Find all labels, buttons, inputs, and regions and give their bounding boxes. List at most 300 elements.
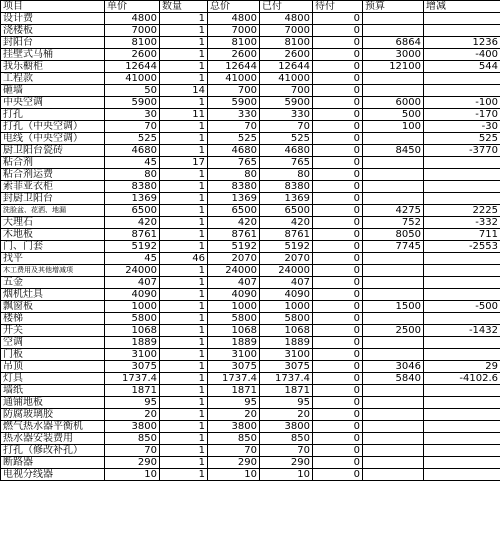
cell-difference[interactable]: [424, 277, 500, 289]
cell-unit-price[interactable]: 8100: [105, 37, 160, 49]
cell-item[interactable]: 找平: [1, 253, 105, 265]
cell-difference[interactable]: -1432: [424, 325, 500, 337]
cell-unit-price[interactable]: 4680: [105, 145, 160, 157]
cell-pending[interactable]: 0: [313, 109, 363, 121]
cell-total[interactable]: 2070: [208, 253, 260, 265]
cell-budget[interactable]: [363, 157, 424, 169]
cell-total[interactable]: 5192: [208, 241, 260, 253]
cell-paid[interactable]: 70: [260, 445, 313, 457]
cell-budget[interactable]: [363, 277, 424, 289]
header-cell-pending[interactable]: 待付: [313, 1, 363, 13]
cell-total[interactable]: 24000: [208, 265, 260, 277]
cell-budget[interactable]: [363, 13, 424, 25]
cell-total[interactable]: 525: [208, 133, 260, 145]
cell-quantity[interactable]: 1: [160, 241, 208, 253]
cell-budget[interactable]: [363, 25, 424, 37]
cell-paid[interactable]: 1889: [260, 337, 313, 349]
cell-budget[interactable]: [363, 421, 424, 433]
cell-unit-price[interactable]: 5192: [105, 241, 160, 253]
cell-paid[interactable]: 1369: [260, 193, 313, 205]
cell-difference[interactable]: -500: [424, 301, 500, 313]
cell-pending[interactable]: 0: [313, 121, 363, 133]
cell-budget[interactable]: 100: [363, 121, 424, 133]
cell-paid[interactable]: 12644: [260, 61, 313, 73]
cell-budget[interactable]: [363, 253, 424, 265]
cell-total[interactable]: 10: [208, 469, 260, 481]
cell-difference[interactable]: 2225: [424, 205, 500, 217]
cell-budget[interactable]: [363, 469, 424, 481]
cell-budget[interactable]: 4275: [363, 205, 424, 217]
cell-paid[interactable]: 765: [260, 157, 313, 169]
cell-unit-price[interactable]: 1737.4: [105, 373, 160, 385]
cell-unit-price[interactable]: 850: [105, 433, 160, 445]
cell-total[interactable]: 290: [208, 457, 260, 469]
cell-quantity[interactable]: 1: [160, 409, 208, 421]
cell-total[interactable]: 4800: [208, 13, 260, 25]
cell-unit-price[interactable]: 7000: [105, 25, 160, 37]
cell-paid[interactable]: 407: [260, 277, 313, 289]
cell-total[interactable]: 1068: [208, 325, 260, 337]
cell-paid[interactable]: 2070: [260, 253, 313, 265]
cell-paid[interactable]: 80: [260, 169, 313, 181]
cell-quantity[interactable]: 11: [160, 109, 208, 121]
cell-total[interactable]: 3100: [208, 349, 260, 361]
cell-pending[interactable]: 0: [313, 253, 363, 265]
cell-paid[interactable]: 5900: [260, 97, 313, 109]
cell-difference[interactable]: -400: [424, 49, 500, 61]
cell-total[interactable]: 95: [208, 397, 260, 409]
cell-paid[interactable]: 5800: [260, 313, 313, 325]
cell-item[interactable]: 设计费: [1, 13, 105, 25]
cell-unit-price[interactable]: 70: [105, 121, 160, 133]
cell-difference[interactable]: [424, 457, 500, 469]
cell-budget[interactable]: [363, 85, 424, 97]
cell-quantity[interactable]: 1: [160, 205, 208, 217]
cell-pending[interactable]: 0: [313, 193, 363, 205]
cell-paid[interactable]: 290: [260, 457, 313, 469]
cell-paid[interactable]: 95: [260, 397, 313, 409]
cell-quantity[interactable]: 1: [160, 61, 208, 73]
cell-total[interactable]: 7000: [208, 25, 260, 37]
cell-unit-price[interactable]: 80: [105, 169, 160, 181]
cell-quantity[interactable]: 1: [160, 433, 208, 445]
cell-difference[interactable]: 711: [424, 229, 500, 241]
cell-item[interactable]: 吊顶: [1, 361, 105, 373]
cell-quantity[interactable]: 1: [160, 229, 208, 241]
cell-item[interactable]: 中央空调: [1, 97, 105, 109]
cell-budget[interactable]: 8450: [363, 145, 424, 157]
cell-unit-price[interactable]: 24000: [105, 265, 160, 277]
cell-pending[interactable]: 0: [313, 97, 363, 109]
cell-total[interactable]: 41000: [208, 73, 260, 85]
cell-difference[interactable]: [424, 181, 500, 193]
cell-quantity[interactable]: 1: [160, 445, 208, 457]
cell-difference[interactable]: [424, 409, 500, 421]
cell-unit-price[interactable]: 3800: [105, 421, 160, 433]
cell-total[interactable]: 330: [208, 109, 260, 121]
cell-unit-price[interactable]: 12644: [105, 61, 160, 73]
cell-quantity[interactable]: 14: [160, 85, 208, 97]
cell-quantity[interactable]: 1: [160, 265, 208, 277]
cell-budget[interactable]: [363, 133, 424, 145]
cell-paid[interactable]: 24000: [260, 265, 313, 277]
cell-pending[interactable]: 0: [313, 409, 363, 421]
cell-item[interactable]: 防腐玻璃胶: [1, 409, 105, 421]
cell-unit-price[interactable]: 8380: [105, 181, 160, 193]
cell-total[interactable]: 4090: [208, 289, 260, 301]
cell-unit-price[interactable]: 45: [105, 253, 160, 265]
cell-budget[interactable]: [363, 397, 424, 409]
cell-quantity[interactable]: 1: [160, 421, 208, 433]
header-cell-paid[interactable]: 已付: [260, 1, 313, 13]
cell-budget[interactable]: 8050: [363, 229, 424, 241]
cell-pending[interactable]: 0: [313, 217, 363, 229]
cell-item[interactable]: 五金: [1, 277, 105, 289]
cell-quantity[interactable]: 1: [160, 97, 208, 109]
cell-paid[interactable]: 2600: [260, 49, 313, 61]
cell-pending[interactable]: 0: [313, 301, 363, 313]
cell-pending[interactable]: 0: [313, 169, 363, 181]
cell-difference[interactable]: [424, 265, 500, 277]
cell-total[interactable]: 20: [208, 409, 260, 421]
cell-total[interactable]: 700: [208, 85, 260, 97]
cell-unit-price[interactable]: 1068: [105, 325, 160, 337]
cell-pending[interactable]: 0: [313, 385, 363, 397]
cell-paid[interactable]: 20: [260, 409, 313, 421]
cell-paid[interactable]: 70: [260, 121, 313, 133]
cell-budget[interactable]: [363, 445, 424, 457]
cell-difference[interactable]: [424, 193, 500, 205]
header-cell-total[interactable]: 总价: [208, 1, 260, 13]
cell-budget[interactable]: 5840: [363, 373, 424, 385]
cell-total[interactable]: 850: [208, 433, 260, 445]
cell-item[interactable]: 热水器安装费用: [1, 433, 105, 445]
cell-unit-price[interactable]: 5800: [105, 313, 160, 325]
cell-difference[interactable]: -3770: [424, 145, 500, 157]
cell-budget[interactable]: 12100: [363, 61, 424, 73]
cell-total[interactable]: 70: [208, 445, 260, 457]
cell-item[interactable]: 木地板: [1, 229, 105, 241]
header-cell-budget[interactable]: 预算: [363, 1, 424, 13]
cell-unit-price[interactable]: 525: [105, 133, 160, 145]
cell-unit-price[interactable]: 10: [105, 469, 160, 481]
cell-unit-price[interactable]: 5900: [105, 97, 160, 109]
cell-difference[interactable]: [424, 397, 500, 409]
cell-unit-price[interactable]: 1871: [105, 385, 160, 397]
cell-difference[interactable]: -4102.6: [424, 373, 500, 385]
cell-unit-price[interactable]: 20: [105, 409, 160, 421]
cell-quantity[interactable]: 1: [160, 49, 208, 61]
cell-item[interactable]: 楼梯: [1, 313, 105, 325]
cell-item[interactable]: 断路器: [1, 457, 105, 469]
cell-difference[interactable]: [424, 169, 500, 181]
cell-total[interactable]: 3800: [208, 421, 260, 433]
cell-item[interactable]: 开关: [1, 325, 105, 337]
cell-total[interactable]: 420: [208, 217, 260, 229]
cell-paid[interactable]: 1871: [260, 385, 313, 397]
cell-total[interactable]: 70: [208, 121, 260, 133]
cell-pending[interactable]: 0: [313, 349, 363, 361]
cell-pending[interactable]: 0: [313, 289, 363, 301]
cell-difference[interactable]: [424, 253, 500, 265]
cell-difference[interactable]: [424, 445, 500, 457]
cell-item[interactable]: 打孔（修改补孔）: [1, 445, 105, 457]
cell-quantity[interactable]: 1: [160, 325, 208, 337]
cell-pending[interactable]: 0: [313, 49, 363, 61]
cell-budget[interactable]: [363, 313, 424, 325]
cell-item[interactable]: 索菲亚衣柜: [1, 181, 105, 193]
cell-paid[interactable]: 6500: [260, 205, 313, 217]
cell-item[interactable]: 我乐橱柜: [1, 61, 105, 73]
cell-paid[interactable]: 8380: [260, 181, 313, 193]
cell-item[interactable]: 挂壁式马桶: [1, 49, 105, 61]
cell-pending[interactable]: 0: [313, 421, 363, 433]
cell-total[interactable]: 3075: [208, 361, 260, 373]
cell-item[interactable]: 烟机灶具: [1, 289, 105, 301]
cell-quantity[interactable]: 1: [160, 349, 208, 361]
cell-unit-price[interactable]: 290: [105, 457, 160, 469]
cell-paid[interactable]: 8100: [260, 37, 313, 49]
cell-paid[interactable]: 330: [260, 109, 313, 121]
cell-total[interactable]: 8761: [208, 229, 260, 241]
cell-difference[interactable]: [424, 13, 500, 25]
cell-budget[interactable]: 752: [363, 217, 424, 229]
cell-unit-price[interactable]: 3100: [105, 349, 160, 361]
cell-budget[interactable]: 6864: [363, 37, 424, 49]
cell-difference[interactable]: [424, 337, 500, 349]
cell-item[interactable]: 打孔: [1, 109, 105, 121]
cell-difference[interactable]: [424, 385, 500, 397]
cell-difference[interactable]: -2553: [424, 241, 500, 253]
cell-paid[interactable]: 4680: [260, 145, 313, 157]
cell-total[interactable]: 80: [208, 169, 260, 181]
cell-total[interactable]: 1871: [208, 385, 260, 397]
cell-difference[interactable]: [424, 73, 500, 85]
cell-pending[interactable]: 0: [313, 433, 363, 445]
cell-total[interactable]: 12644: [208, 61, 260, 73]
cell-difference[interactable]: -100: [424, 97, 500, 109]
cell-quantity[interactable]: 1: [160, 457, 208, 469]
cell-paid[interactable]: 420: [260, 217, 313, 229]
cell-unit-price[interactable]: 45: [105, 157, 160, 169]
cell-difference[interactable]: [424, 313, 500, 325]
cell-budget[interactable]: [363, 433, 424, 445]
cell-pending[interactable]: 0: [313, 73, 363, 85]
cell-item[interactable]: 大理石: [1, 217, 105, 229]
cell-pending[interactable]: 0: [313, 265, 363, 277]
cell-pending[interactable]: 0: [313, 397, 363, 409]
cell-quantity[interactable]: 1: [160, 133, 208, 145]
cell-paid[interactable]: 3075: [260, 361, 313, 373]
cell-quantity[interactable]: 1: [160, 397, 208, 409]
cell-total[interactable]: 1889: [208, 337, 260, 349]
cell-item[interactable]: 通铺地板: [1, 397, 105, 409]
cell-budget[interactable]: [363, 169, 424, 181]
cell-item[interactable]: 灯具: [1, 373, 105, 385]
cell-quantity[interactable]: 1: [160, 289, 208, 301]
cell-item[interactable]: 工程款: [1, 73, 105, 85]
cell-budget[interactable]: [363, 349, 424, 361]
cell-item[interactable]: 门板: [1, 349, 105, 361]
cell-total[interactable]: 6500: [208, 205, 260, 217]
cell-difference[interactable]: -170: [424, 109, 500, 121]
cell-pending[interactable]: 0: [313, 37, 363, 49]
cell-unit-price[interactable]: 420: [105, 217, 160, 229]
cell-paid[interactable]: 525: [260, 133, 313, 145]
cell-difference[interactable]: 29: [424, 361, 500, 373]
cell-budget[interactable]: 3046: [363, 361, 424, 373]
cell-pending[interactable]: 0: [313, 145, 363, 157]
cell-total[interactable]: 1369: [208, 193, 260, 205]
cell-pending[interactable]: 0: [313, 313, 363, 325]
cell-unit-price[interactable]: 8761: [105, 229, 160, 241]
cell-paid[interactable]: 7000: [260, 25, 313, 37]
cell-difference[interactable]: [424, 25, 500, 37]
cell-budget[interactable]: 6000: [363, 97, 424, 109]
cell-unit-price[interactable]: 1889: [105, 337, 160, 349]
cell-pending[interactable]: 0: [313, 25, 363, 37]
cell-difference[interactable]: 1236: [424, 37, 500, 49]
cell-total[interactable]: 1000: [208, 301, 260, 313]
cell-budget[interactable]: [363, 385, 424, 397]
cell-quantity[interactable]: 1: [160, 337, 208, 349]
cell-item[interactable]: 空调: [1, 337, 105, 349]
cell-difference[interactable]: [424, 469, 500, 481]
cell-quantity[interactable]: 17: [160, 157, 208, 169]
cell-unit-price[interactable]: 3075: [105, 361, 160, 373]
cell-pending[interactable]: 0: [313, 181, 363, 193]
cell-budget[interactable]: 500: [363, 109, 424, 121]
cell-unit-price[interactable]: 70: [105, 445, 160, 457]
cell-quantity[interactable]: 1: [160, 169, 208, 181]
cell-item[interactable]: 洗脸盆、花洒、地漏: [1, 205, 105, 217]
cell-budget[interactable]: [363, 337, 424, 349]
cell-unit-price[interactable]: 41000: [105, 73, 160, 85]
cell-pending[interactable]: 0: [313, 325, 363, 337]
cell-paid[interactable]: 4800: [260, 13, 313, 25]
cell-pending[interactable]: 0: [313, 229, 363, 241]
cell-item[interactable]: 电线（中央空调）: [1, 133, 105, 145]
cell-item[interactable]: 砸墙: [1, 85, 105, 97]
cell-quantity[interactable]: 1: [160, 313, 208, 325]
cell-quantity[interactable]: 1: [160, 73, 208, 85]
cell-total[interactable]: 8380: [208, 181, 260, 193]
cell-difference[interactable]: -332: [424, 217, 500, 229]
cell-unit-price[interactable]: 4090: [105, 289, 160, 301]
cell-budget[interactable]: [363, 193, 424, 205]
cell-item[interactable]: 墙纸: [1, 385, 105, 397]
cell-total[interactable]: 4680: [208, 145, 260, 157]
cell-pending[interactable]: 0: [313, 457, 363, 469]
cell-budget[interactable]: 7745: [363, 241, 424, 253]
cell-budget[interactable]: [363, 409, 424, 421]
cell-quantity[interactable]: 1: [160, 181, 208, 193]
cell-quantity[interactable]: 1: [160, 13, 208, 25]
cell-quantity[interactable]: 46: [160, 253, 208, 265]
cell-paid[interactable]: 5192: [260, 241, 313, 253]
cell-item[interactable]: 粘合剂运费: [1, 169, 105, 181]
cell-item[interactable]: 浇楼板: [1, 25, 105, 37]
cell-budget[interactable]: 1500: [363, 301, 424, 313]
cell-unit-price[interactable]: 1000: [105, 301, 160, 313]
cell-budget[interactable]: [363, 73, 424, 85]
header-cell-item[interactable]: 项目: [1, 1, 105, 13]
cell-paid[interactable]: 700: [260, 85, 313, 97]
cell-unit-price[interactable]: 4800: [105, 13, 160, 25]
cell-unit-price[interactable]: 2600: [105, 49, 160, 61]
cell-quantity[interactable]: 1: [160, 37, 208, 49]
cell-quantity[interactable]: 1: [160, 385, 208, 397]
cell-pending[interactable]: 0: [313, 13, 363, 25]
cell-paid[interactable]: 8761: [260, 229, 313, 241]
cell-budget[interactable]: [363, 265, 424, 277]
cell-item[interactable]: 门、门套: [1, 241, 105, 253]
cell-quantity[interactable]: 1: [160, 145, 208, 157]
cell-item[interactable]: 燃气热水器平衡机: [1, 421, 105, 433]
cell-unit-price[interactable]: 95: [105, 397, 160, 409]
cell-unit-price[interactable]: 407: [105, 277, 160, 289]
cell-difference[interactable]: [424, 157, 500, 169]
cell-item[interactable]: 打孔（中央空调）: [1, 121, 105, 133]
cell-item[interactable]: 电视分线器: [1, 469, 105, 481]
cell-pending[interactable]: 0: [313, 133, 363, 145]
cell-item[interactable]: 粘合剂: [1, 157, 105, 169]
cell-total[interactable]: 5900: [208, 97, 260, 109]
cell-difference[interactable]: 525: [424, 133, 500, 145]
cell-quantity[interactable]: 1: [160, 361, 208, 373]
cell-unit-price[interactable]: 30: [105, 109, 160, 121]
cell-quantity[interactable]: 1: [160, 373, 208, 385]
cell-budget[interactable]: 2500: [363, 325, 424, 337]
cell-pending[interactable]: 0: [313, 469, 363, 481]
cell-quantity[interactable]: 1: [160, 301, 208, 313]
cell-difference[interactable]: -30: [424, 121, 500, 133]
cell-budget[interactable]: [363, 289, 424, 301]
cell-difference[interactable]: 544: [424, 61, 500, 73]
cell-budget[interactable]: 3000: [363, 49, 424, 61]
cell-pending[interactable]: 0: [313, 61, 363, 73]
cell-item[interactable]: 木工费用及其他增减项: [1, 265, 105, 277]
cell-paid[interactable]: 4090: [260, 289, 313, 301]
cell-pending[interactable]: 0: [313, 241, 363, 253]
cell-quantity[interactable]: 1: [160, 277, 208, 289]
cell-difference[interactable]: [424, 85, 500, 97]
cell-difference[interactable]: [424, 349, 500, 361]
cell-total[interactable]: 765: [208, 157, 260, 169]
cell-paid[interactable]: 1000: [260, 301, 313, 313]
cell-total[interactable]: 407: [208, 277, 260, 289]
cell-pending[interactable]: 0: [313, 361, 363, 373]
cell-quantity[interactable]: 1: [160, 25, 208, 37]
cell-quantity[interactable]: 1: [160, 193, 208, 205]
cell-pending[interactable]: 0: [313, 205, 363, 217]
cell-budget[interactable]: [363, 181, 424, 193]
cell-paid[interactable]: 10: [260, 469, 313, 481]
cell-paid[interactable]: 1737.4: [260, 373, 313, 385]
cell-item[interactable]: 厨卫阳台瓷砖: [1, 145, 105, 157]
cell-paid[interactable]: 3800: [260, 421, 313, 433]
cell-quantity[interactable]: 1: [160, 121, 208, 133]
cell-unit-price[interactable]: 6500: [105, 205, 160, 217]
cell-unit-price[interactable]: 50: [105, 85, 160, 97]
cell-paid[interactable]: 850: [260, 433, 313, 445]
cell-total[interactable]: 2600: [208, 49, 260, 61]
header-cell-quantity[interactable]: 数量: [160, 1, 208, 13]
cell-pending[interactable]: 0: [313, 85, 363, 97]
cell-pending[interactable]: 0: [313, 277, 363, 289]
cell-total[interactable]: 1737.4: [208, 373, 260, 385]
cell-total[interactable]: 5800: [208, 313, 260, 325]
